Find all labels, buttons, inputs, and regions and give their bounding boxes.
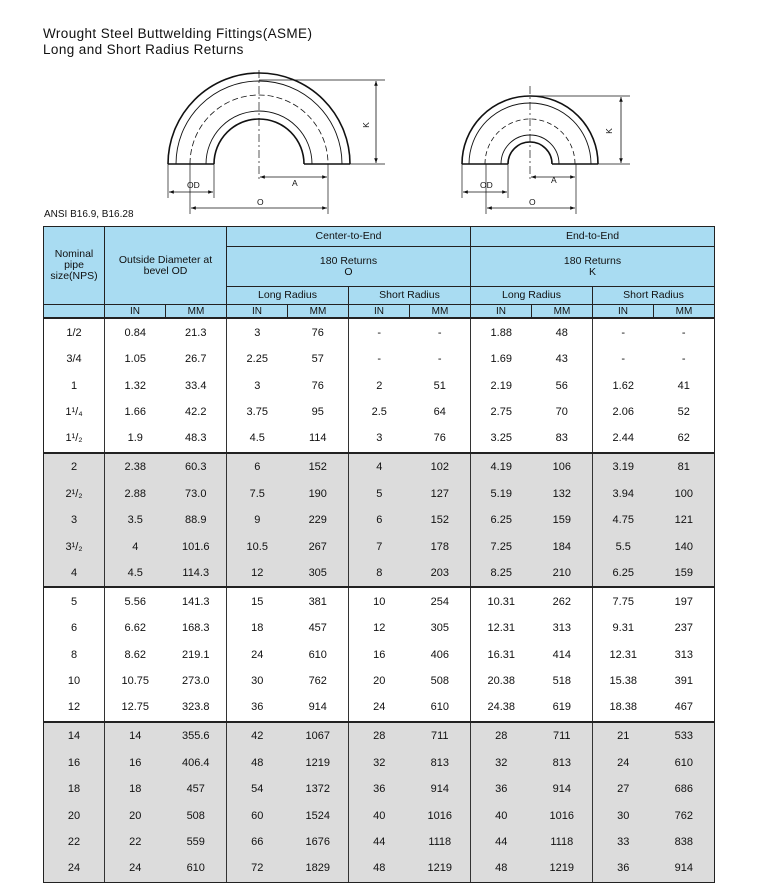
header-unit-in: IN	[471, 305, 532, 319]
cell-k-long-in: 32	[471, 750, 532, 776]
cell-k-long-in: 2.75	[471, 399, 532, 425]
large-a-label: A	[292, 178, 298, 188]
cell-k-short-in: 9.31	[593, 615, 654, 641]
cell-k-long-mm: 914	[532, 776, 593, 802]
cell-k-long-in: 7.25	[471, 533, 532, 559]
cell-k-long-mm: 518	[532, 668, 593, 694]
cell-k-long-in: 5.19	[471, 481, 532, 507]
cell-k-short-in: 1.62	[593, 372, 654, 398]
cell-od-in: 10.75	[105, 668, 166, 694]
cell-nps: 8	[44, 642, 105, 668]
cell-k-long-in: 44	[471, 829, 532, 855]
cell-k-long-mm: 262	[532, 587, 593, 615]
cell-k-short-in: 18.38	[593, 694, 654, 721]
row-group-1	[44, 318, 715, 453]
cell-o-short-mm: 711	[410, 722, 471, 750]
cell-o-short-in: 3	[349, 425, 410, 452]
cell-k-short-mm: 41	[654, 372, 715, 398]
cell-k-long-in: 48	[471, 855, 532, 882]
header-returns-o-line1: 180 Returns	[319, 254, 378, 267]
cell-o-long-in: 7.5	[227, 481, 288, 507]
cell-k-long-in: 20.38	[471, 668, 532, 694]
cell-k-long-in: 2.19	[471, 372, 532, 398]
cell-od-mm: 88.9	[166, 507, 227, 533]
return-dimensions-table	[43, 226, 715, 883]
cell-o-long-in: 4.5	[227, 425, 288, 452]
cell-o-short-mm: 406	[410, 642, 471, 668]
long-radius-return-drawing	[168, 70, 385, 214]
cell-o-short-mm: -	[410, 346, 471, 372]
header-returns-k	[471, 247, 715, 287]
cell-o-short-mm: 51	[410, 372, 471, 398]
cell-od-mm: 48.3	[166, 425, 227, 452]
cell-k-short-in: 2.44	[593, 425, 654, 452]
header-unit-in: IN	[105, 305, 166, 319]
cell-o-long-mm: 305	[288, 560, 349, 587]
header-unit-mm: MM	[532, 305, 593, 319]
cell-k-short-mm: 313	[654, 642, 715, 668]
cell-k-long-in: 24.38	[471, 694, 532, 721]
cell-k-long-in: 16.31	[471, 642, 532, 668]
cell-od-in: 2.38	[105, 453, 166, 481]
cell-k-short-in: 24	[593, 750, 654, 776]
cell-k-long-in: 3.25	[471, 425, 532, 452]
cell-o-long-in: 3.75	[227, 399, 288, 425]
cell-o-short-in: 28	[349, 722, 410, 750]
cell-k-short-mm: 762	[654, 802, 715, 828]
cell-o-long-mm: 1067	[288, 722, 349, 750]
cell-od-mm: 114.3	[166, 560, 227, 587]
cell-nps: 12	[44, 694, 105, 721]
cell-k-short-in: 5.5	[593, 533, 654, 559]
cell-o-short-in: 20	[349, 668, 410, 694]
small-a-label: A	[551, 175, 557, 185]
cell-o-long-in: 48	[227, 750, 288, 776]
cell-o-short-mm: 254	[410, 587, 471, 615]
cell-o-long-mm: 152	[288, 453, 349, 481]
cell-k-short-in: 27	[593, 776, 654, 802]
cell-o-long-mm: 457	[288, 615, 349, 641]
cell-nps: 14	[44, 722, 105, 750]
small-od-label: OD	[480, 180, 493, 190]
table-row	[44, 587, 715, 615]
cell-k-long-mm: 43	[532, 346, 593, 372]
table-row	[44, 855, 715, 882]
cell-nps: 20	[44, 802, 105, 828]
cell-od-in: 4.5	[105, 560, 166, 587]
cell-o-long-mm: 1676	[288, 829, 349, 855]
cell-o-short-in: 2	[349, 372, 410, 398]
header-unit-mm: MM	[410, 305, 471, 319]
cell-k-short-mm: 52	[654, 399, 715, 425]
cell-od-mm: 73.0	[166, 481, 227, 507]
cell-od-in: 5.56	[105, 587, 166, 615]
title-line-1: Wrought Steel Buttwelding Fittings(ASME)	[43, 26, 313, 41]
cell-od-mm: 508	[166, 802, 227, 828]
cell-nps: 3/4	[44, 346, 105, 372]
cell-od-in: 1.66	[105, 399, 166, 425]
cell-k-short-in: 3.94	[593, 481, 654, 507]
cell-k-long-mm: 48	[532, 318, 593, 346]
small-k-label: K	[604, 128, 614, 134]
table-row	[44, 372, 715, 398]
cell-o-long-in: 15	[227, 587, 288, 615]
cell-k-short-mm: -	[654, 346, 715, 372]
cell-o-short-mm: 76	[410, 425, 471, 452]
cell-od-mm: 26.7	[166, 346, 227, 372]
large-k-label: K	[361, 122, 371, 128]
cell-k-short-mm: 197	[654, 587, 715, 615]
cell-o-short-mm: 508	[410, 668, 471, 694]
cell-k-long-mm: 83	[532, 425, 593, 452]
header-long-radius-k: Long Radius	[471, 287, 593, 305]
cell-k-short-in: 21	[593, 722, 654, 750]
cell-od-mm: 219.1	[166, 642, 227, 668]
cell-od-in: 12.75	[105, 694, 166, 721]
cell-od-mm: 101.6	[166, 533, 227, 559]
cell-k-short-mm: 140	[654, 533, 715, 559]
cell-o-short-mm: 813	[410, 750, 471, 776]
cell-o-long-in: 3	[227, 318, 288, 346]
cell-o-long-mm: 95	[288, 399, 349, 425]
cell-o-short-in: 12	[349, 615, 410, 641]
header-unit-mm: MM	[288, 305, 349, 319]
header-unit-in: IN	[349, 305, 410, 319]
table-row	[44, 399, 715, 425]
cell-k-long-in: 8.25	[471, 560, 532, 587]
return-fitting-diagrams	[0, 62, 764, 214]
cell-o-long-in: 10.5	[227, 533, 288, 559]
cell-k-long-in: 1.69	[471, 346, 532, 372]
cell-o-long-mm: 914	[288, 694, 349, 721]
cell-o-short-mm: 102	[410, 453, 471, 481]
cell-o-long-mm: 190	[288, 481, 349, 507]
table-row	[44, 750, 715, 776]
cell-od-in: 16	[105, 750, 166, 776]
cell-o-short-mm: 914	[410, 776, 471, 802]
cell-od-mm: 21.3	[166, 318, 227, 346]
cell-k-long-in: 10.31	[471, 587, 532, 615]
cell-k-long-mm: 56	[532, 372, 593, 398]
cell-o-long-in: 18	[227, 615, 288, 641]
cell-o-long-mm: 381	[288, 587, 349, 615]
cell-o-short-mm: 610	[410, 694, 471, 721]
table-header	[44, 227, 715, 319]
header-short-radius-k: Short Radius	[593, 287, 715, 305]
cell-k-short-mm: 914	[654, 855, 715, 882]
cell-k-short-in: 6.25	[593, 560, 654, 587]
cell-k-short-mm: 686	[654, 776, 715, 802]
cell-o-long-mm: 1372	[288, 776, 349, 802]
cell-o-long-in: 54	[227, 776, 288, 802]
cell-o-short-mm: 1219	[410, 855, 471, 882]
cell-k-short-in: 3.19	[593, 453, 654, 481]
table-row	[44, 615, 715, 641]
cell-od-in: 8.62	[105, 642, 166, 668]
cell-nps: 16	[44, 750, 105, 776]
cell-k-short-in: 33	[593, 829, 654, 855]
cell-o-short-in: -	[349, 346, 410, 372]
row-group-2	[44, 453, 715, 588]
header-outside-diameter: Outside Diameter at bevel OD	[105, 227, 227, 305]
cell-od-mm: 559	[166, 829, 227, 855]
cell-o-short-mm: 305	[410, 615, 471, 641]
cell-k-short-in: 12.31	[593, 642, 654, 668]
cell-o-long-mm: 57	[288, 346, 349, 372]
cell-o-long-in: 36	[227, 694, 288, 721]
header-nominal-size: Nominal pipe size(NPS)	[44, 227, 105, 305]
cell-o-short-in: 24	[349, 694, 410, 721]
cell-o-long-mm: 76	[288, 372, 349, 398]
large-od-label: OD	[187, 180, 200, 190]
cell-nps: 22	[44, 829, 105, 855]
cell-o-long-in: 3	[227, 372, 288, 398]
cell-k-short-mm: 838	[654, 829, 715, 855]
cell-o-long-in: 66	[227, 829, 288, 855]
cell-k-short-mm: 100	[654, 481, 715, 507]
cell-nps: 1	[44, 372, 105, 398]
cell-o-long-in: 6	[227, 453, 288, 481]
cell-k-short-mm: 159	[654, 560, 715, 587]
table-row	[44, 533, 715, 559]
cell-od-in: 20	[105, 802, 166, 828]
standard-reference: ANSI B16.9, B16.28	[44, 209, 134, 220]
cell-o-long-mm: 76	[288, 318, 349, 346]
table-row	[44, 829, 715, 855]
header-returns-k-line1: 180 Returns	[563, 254, 622, 267]
cell-o-long-in: 42	[227, 722, 288, 750]
cell-k-short-mm: 610	[654, 750, 715, 776]
cell-o-short-mm: 64	[410, 399, 471, 425]
table-row	[44, 560, 715, 587]
cell-k-short-mm: -	[654, 318, 715, 346]
cell-o-long-mm: 762	[288, 668, 349, 694]
header-returns-o-line2: O	[344, 265, 353, 278]
cell-k-long-in: 36	[471, 776, 532, 802]
cell-o-short-mm: 127	[410, 481, 471, 507]
table-row	[44, 802, 715, 828]
cell-od-in: 1.32	[105, 372, 166, 398]
cell-o-short-in: 36	[349, 776, 410, 802]
cell-o-long-in: 24	[227, 642, 288, 668]
cell-nps: 3¹/₂	[44, 533, 105, 559]
cell-o-long-mm: 229	[288, 507, 349, 533]
cell-k-long-in: 6.25	[471, 507, 532, 533]
cell-od-mm: 168.3	[166, 615, 227, 641]
cell-nps: 6	[44, 615, 105, 641]
cell-k-short-in: -	[593, 346, 654, 372]
row-group-4	[44, 722, 715, 882]
header-units-blank	[44, 305, 105, 319]
cell-k-long-mm: 414	[532, 642, 593, 668]
cell-o-long-in: 60	[227, 802, 288, 828]
cell-od-mm: 457	[166, 776, 227, 802]
header-unit-mm: MM	[166, 305, 227, 319]
cell-o-long-mm: 1829	[288, 855, 349, 882]
cell-o-short-in: 16	[349, 642, 410, 668]
cell-od-in: 1.05	[105, 346, 166, 372]
table-row	[44, 642, 715, 668]
cell-nps: 2¹/₂	[44, 481, 105, 507]
table-row	[44, 481, 715, 507]
table-row	[44, 318, 715, 346]
cell-nps: 3	[44, 507, 105, 533]
cell-k-short-mm: 391	[654, 668, 715, 694]
table-row	[44, 346, 715, 372]
cell-k-long-mm: 159	[532, 507, 593, 533]
header-returns-k-line2: K	[589, 265, 597, 278]
cell-k-long-mm: 106	[532, 453, 593, 481]
cell-k-long-in: 4.19	[471, 453, 532, 481]
cell-o-long-in: 2.25	[227, 346, 288, 372]
cell-o-long-in: 30	[227, 668, 288, 694]
cell-k-long-mm: 210	[532, 560, 593, 587]
cell-o-short-in: 48	[349, 855, 410, 882]
cell-k-long-mm: 1016	[532, 802, 593, 828]
cell-o-long-in: 9	[227, 507, 288, 533]
title-line-2: Long and Short Radius Returns	[43, 42, 244, 57]
cell-k-short-mm: 81	[654, 453, 715, 481]
cell-k-long-mm: 711	[532, 722, 593, 750]
cell-nps: 5	[44, 587, 105, 615]
cell-k-short-in: 15.38	[593, 668, 654, 694]
cell-o-short-mm: 203	[410, 560, 471, 587]
header-short-radius-o: Short Radius	[349, 287, 471, 305]
cell-o-long-mm: 1524	[288, 802, 349, 828]
cell-k-long-in: 40	[471, 802, 532, 828]
cell-o-short-in: 2.5	[349, 399, 410, 425]
cell-o-long-mm: 610	[288, 642, 349, 668]
cell-k-short-mm: 467	[654, 694, 715, 721]
cell-o-short-mm: 152	[410, 507, 471, 533]
cell-od-mm: 33.4	[166, 372, 227, 398]
cell-o-short-in: 40	[349, 802, 410, 828]
table-row	[44, 507, 715, 533]
header-returns-o	[227, 247, 471, 287]
cell-k-long-mm: 132	[532, 481, 593, 507]
cell-od-mm: 610	[166, 855, 227, 882]
cell-od-in: 24	[105, 855, 166, 882]
header-unit-mm: MM	[654, 305, 715, 319]
cell-od-mm: 141.3	[166, 587, 227, 615]
table-row	[44, 776, 715, 802]
cell-k-short-in: 4.75	[593, 507, 654, 533]
short-radius-return-drawing	[462, 86, 630, 214]
cell-o-short-in: 44	[349, 829, 410, 855]
cell-o-long-mm: 267	[288, 533, 349, 559]
cell-nps: 1¹/₂	[44, 425, 105, 452]
cell-od-mm: 273.0	[166, 668, 227, 694]
cell-nps: 10	[44, 668, 105, 694]
table-row	[44, 668, 715, 694]
cell-k-long-in: 12.31	[471, 615, 532, 641]
cell-k-long-in: 28	[471, 722, 532, 750]
cell-k-long-in: 1.88	[471, 318, 532, 346]
header-unit-in: IN	[593, 305, 654, 319]
cell-k-short-in: 36	[593, 855, 654, 882]
cell-k-short-mm: 237	[654, 615, 715, 641]
cell-od-in: 1.9	[105, 425, 166, 452]
cell-o-short-in: 8	[349, 560, 410, 587]
document-title	[43, 26, 312, 58]
cell-od-in: 22	[105, 829, 166, 855]
cell-od-mm: 355.6	[166, 722, 227, 750]
cell-od-in: 3.5	[105, 507, 166, 533]
table-row	[44, 453, 715, 481]
cell-o-short-in: 4	[349, 453, 410, 481]
header-center-to-end: Center-to-End	[227, 227, 471, 247]
cell-k-short-mm: 121	[654, 507, 715, 533]
cell-o-short-mm: -	[410, 318, 471, 346]
cell-od-in: 0.84	[105, 318, 166, 346]
cell-od-in: 14	[105, 722, 166, 750]
cell-o-long-mm: 1219	[288, 750, 349, 776]
cell-o-long-mm: 114	[288, 425, 349, 452]
cell-nps: 1¹/₄	[44, 399, 105, 425]
cell-o-short-in: 6	[349, 507, 410, 533]
cell-k-short-mm: 62	[654, 425, 715, 452]
cell-o-short-mm: 178	[410, 533, 471, 559]
cell-od-mm: 323.8	[166, 694, 227, 721]
cell-o-short-mm: 1118	[410, 829, 471, 855]
cell-o-short-in: -	[349, 318, 410, 346]
cell-o-long-in: 72	[227, 855, 288, 882]
table-row	[44, 694, 715, 721]
cell-nps: 24	[44, 855, 105, 882]
header-unit-in: IN	[227, 305, 288, 319]
header-end-to-end: End-to-End	[471, 227, 715, 247]
cell-o-short-in: 5	[349, 481, 410, 507]
table-row	[44, 425, 715, 452]
cell-nps: 2	[44, 453, 105, 481]
cell-k-long-mm: 184	[532, 533, 593, 559]
row-group-3	[44, 587, 715, 722]
cell-od-mm: 406.4	[166, 750, 227, 776]
cell-o-short-in: 7	[349, 533, 410, 559]
cell-k-short-mm: 533	[654, 722, 715, 750]
cell-od-in: 2.88	[105, 481, 166, 507]
cell-od-mm: 60.3	[166, 453, 227, 481]
cell-o-short-in: 10	[349, 587, 410, 615]
table-row	[44, 722, 715, 750]
cell-k-long-mm: 70	[532, 399, 593, 425]
cell-nps: 1/2	[44, 318, 105, 346]
cell-k-short-in: 30	[593, 802, 654, 828]
cell-k-short-in: 7.75	[593, 587, 654, 615]
cell-nps: 4	[44, 560, 105, 587]
cell-od-in: 4	[105, 533, 166, 559]
large-o-label: O	[257, 197, 264, 207]
cell-k-long-mm: 313	[532, 615, 593, 641]
cell-o-short-in: 32	[349, 750, 410, 776]
header-units-row	[44, 305, 715, 319]
header-long-radius-o: Long Radius	[227, 287, 349, 305]
cell-od-in: 6.62	[105, 615, 166, 641]
cell-od-in: 18	[105, 776, 166, 802]
cell-k-long-mm: 1219	[532, 855, 593, 882]
cell-k-long-mm: 1118	[532, 829, 593, 855]
cell-k-short-in: 2.06	[593, 399, 654, 425]
cell-k-long-mm: 619	[532, 694, 593, 721]
cell-o-long-in: 12	[227, 560, 288, 587]
cell-o-short-mm: 1016	[410, 802, 471, 828]
cell-k-long-mm: 813	[532, 750, 593, 776]
small-o-label: O	[529, 197, 536, 207]
cell-nps: 18	[44, 776, 105, 802]
cell-od-mm: 42.2	[166, 399, 227, 425]
cell-k-short-in: -	[593, 318, 654, 346]
